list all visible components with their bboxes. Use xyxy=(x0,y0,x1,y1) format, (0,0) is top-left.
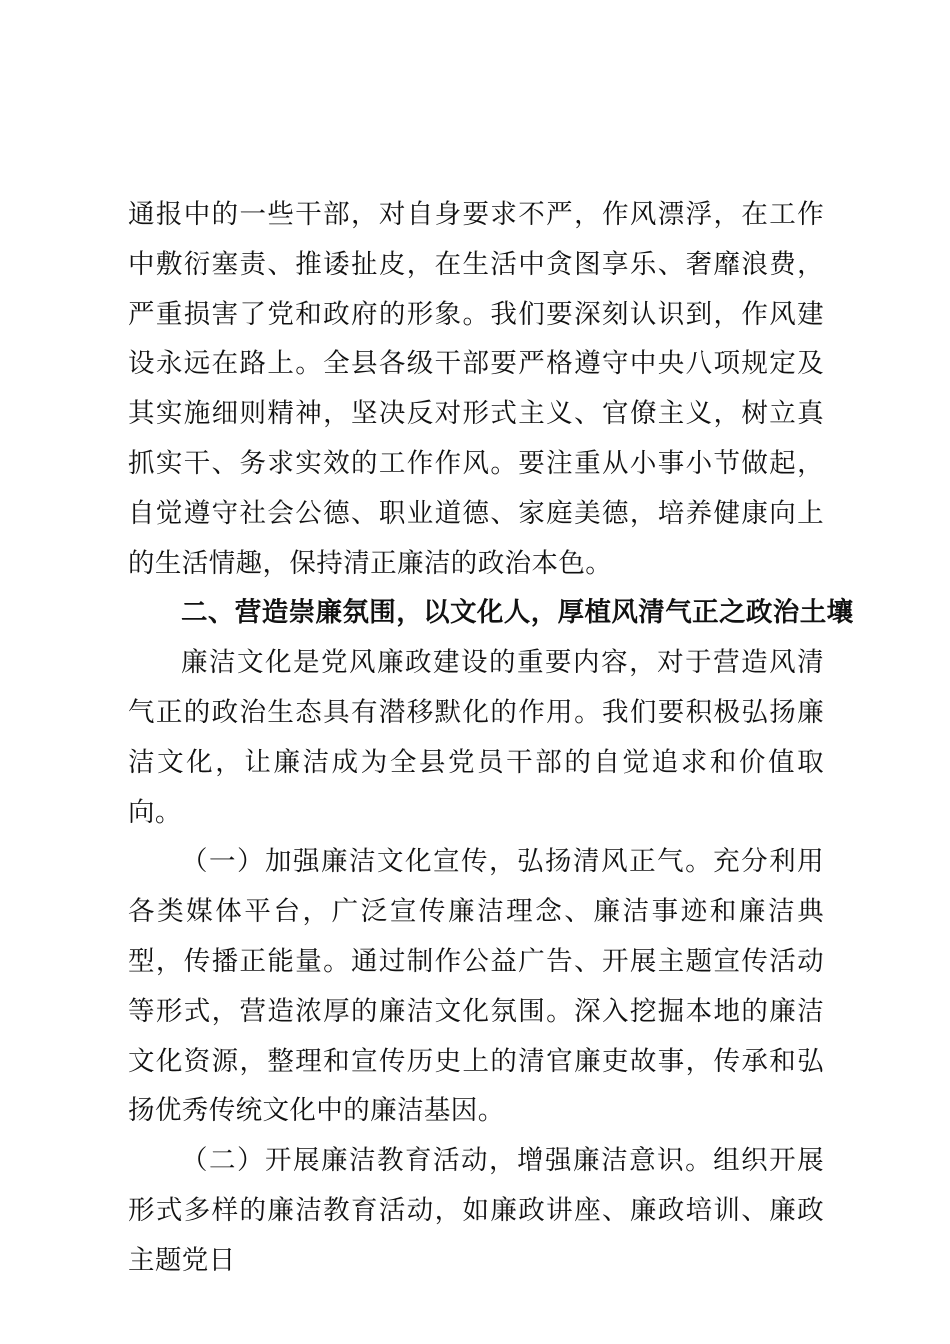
paragraph-item-one: （一）加强廉洁文化宣传，弘扬清风正气。充分利用各类媒体平台，广泛宣传廉洁理念、廉洁事迹和廉洁典型，传播正能量。通过制作公益广告、开展主题宣传活动等形式，营造浓厚的廉洁文化氛围。深入挖掘本地的廉洁文化资源，整理和宣传历史上的清官廉吏故事，传承和弘扬优秀传统文化中的廉洁基因。 xyxy=(128,846,824,1127)
paragraph-continuation: 通报中的一些干部，对自身要求不严，作风漂浮，在工作中敷衍塞责、推诿扯皮，在生活中贪图享乐、奢靡浪费，严重损害了党和政府的形象。我们要深刻认识到，作风建设永远在路上。全县各级干部要严格遵守中央八项规定及其实施细则精神，坚决反对形式主义、官僚主义，树立真抓实干、务求实效的工作作风。要注重从小事小节做起，自觉遵守社会公德、职业道德、家庭美德，培养健康向上的生活情趣，保持清正廉洁的政治本色。 xyxy=(128,199,824,579)
paragraph-intro: 廉洁文化是党风廉政建设的重要内容，对于营造风清气正的政治生态具有潜移默化的作用。我们要积极弘扬廉洁文化，让廉洁成为全县党员干部的自觉追求和价值取向。 xyxy=(128,647,824,828)
section-heading: 二、营造崇廉氛围，以文化人，厚植风清气正之政治土壤 xyxy=(181,597,854,629)
paragraph-item-two: （二）开展廉洁教育活动，增强廉洁意识。组织开展形式多样的廉洁教育活动，如廉政讲座、廉政培训、廉政主题党日 xyxy=(128,1145,824,1276)
document-body xyxy=(128,190,854,1286)
